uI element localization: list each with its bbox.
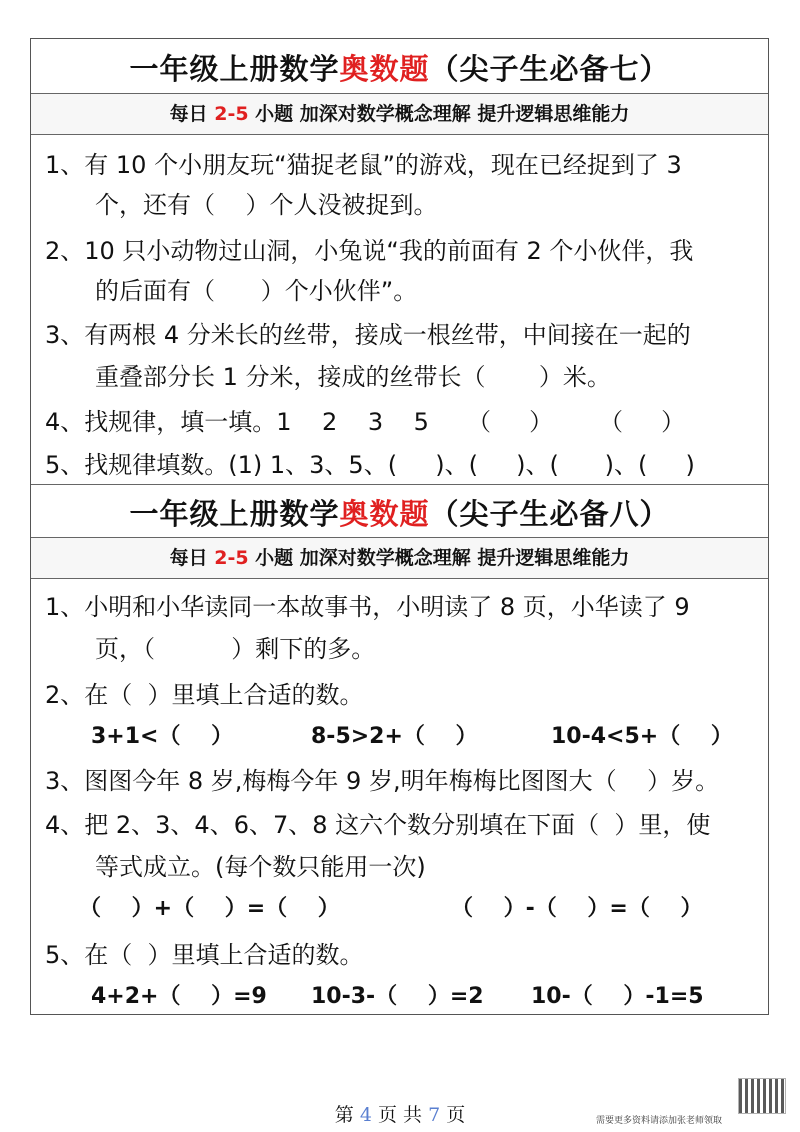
s1-q1-line1: 1、有 10 个小朋友玩“猫捉老鼠”的游戏，现在已经捉到了 3 (45, 151, 682, 179)
s2-q5-expr-1: 4+2+（ ）=9 (91, 984, 267, 1009)
section2-title (31, 492, 768, 533)
s2-q2-expr-3: 10-4<5+（ ） (551, 724, 733, 749)
divider (31, 484, 768, 485)
s1-q4: 4、找规律，填一填。1 2 3 5 （ ） （ ） (45, 408, 686, 436)
current-page-number: 4 (359, 1104, 372, 1126)
s1-q3-line2: 重叠部分长 1 分米，接成的丝带长（ ）米。 (95, 363, 611, 391)
s2-q2-expr-2: 8-5>2+（ ） (311, 724, 478, 749)
s2-q2: 2、在（ ）里填上合适的数。 (45, 681, 364, 709)
s2-q4-expr-2: （ ）-（ ）=（ ） (451, 896, 703, 921)
worksheet (30, 38, 769, 1015)
s1-q2-line1: 2、10 只小动物过山洞，小兔说“我的前面有 2 个小伙伴，我 (45, 237, 694, 265)
s2-q4-line1: 4、把 2、3、4、6、7、8 这六个数分别填在下面（ ）里，使 (45, 811, 711, 839)
s1-q5: 5、找规律填数。(1) 1、3、5、( )、( )、( )、( ) (45, 451, 695, 479)
total-page-number: 7 (428, 1104, 441, 1126)
s2-q2-expr-1: 3+1<（ ） (91, 724, 234, 749)
section2-sub-suffix: 小题 加深对数学概念理解 提升逻辑思维能力 (248, 547, 630, 569)
section1-subtitle (31, 94, 768, 134)
section2-title-prefix: 一年级上册数学 (129, 497, 340, 531)
section2-sub-prefix: 每日 (169, 547, 215, 569)
s2-q4-expr-1: （ ）+（ ）=（ ） (79, 896, 340, 921)
s2-q3: 3、图图今年 8 岁,梅梅今年 9 岁,明年梅梅比图图大（ ）岁。 (45, 767, 720, 795)
s2-q5-expr-2: 10-3-（ ）=2 (311, 984, 484, 1009)
section1-title-suffix: （尖子生必备七） (429, 52, 670, 86)
section1-title-accent: 奥数题 (339, 52, 430, 86)
s1-q2-line2: 的后面有（ ）个小伙伴”。 (95, 277, 418, 305)
footer-suffix: 页 (440, 1104, 466, 1126)
s2-q5-expr-3: 10-（ ）-1=5 (531, 984, 704, 1009)
section2-title-suffix: （尖子生必备八） (429, 497, 670, 531)
s1-q1-line2: 个，还有（ ）个人没被捉到。 (95, 191, 438, 219)
qr-note: 需要更多资料请添加张老师领取 (596, 1116, 723, 1126)
divider (31, 578, 768, 579)
section2-sub-count: 2-5 (214, 547, 249, 569)
section1-sub-suffix: 小题 加深对数学概念理解 提升逻辑思维能力 (248, 103, 630, 125)
section2-subtitle (31, 538, 768, 578)
s2-q5: 5、在（ ）里填上合适的数。 (45, 941, 364, 969)
section1-sub-prefix: 每日 (169, 103, 215, 125)
footer-middle: 页 共 (371, 1104, 429, 1126)
section2-title-accent: 奥数题 (339, 497, 430, 531)
section1-title-prefix: 一年级上册数学 (129, 52, 340, 86)
s1-q3-line1: 3、有两根 4 分米长的丝带，接成一根丝带，中间接在一起的 (45, 321, 691, 349)
qr-code-icon (738, 1078, 786, 1114)
section1-title (31, 47, 768, 88)
s2-q1-line1: 1、小明和小华读同一本故事书，小明读了 8 页，小华读了 9 (45, 593, 690, 621)
section1-sub-count: 2-5 (214, 103, 249, 125)
footer-prefix: 第 (334, 1104, 360, 1126)
s2-q1-line2: 页，（ ）剩下的多。 (95, 635, 376, 663)
s2-q4-line2: 等式成立。(每个数只能用一次) (95, 853, 426, 881)
divider (31, 134, 768, 135)
